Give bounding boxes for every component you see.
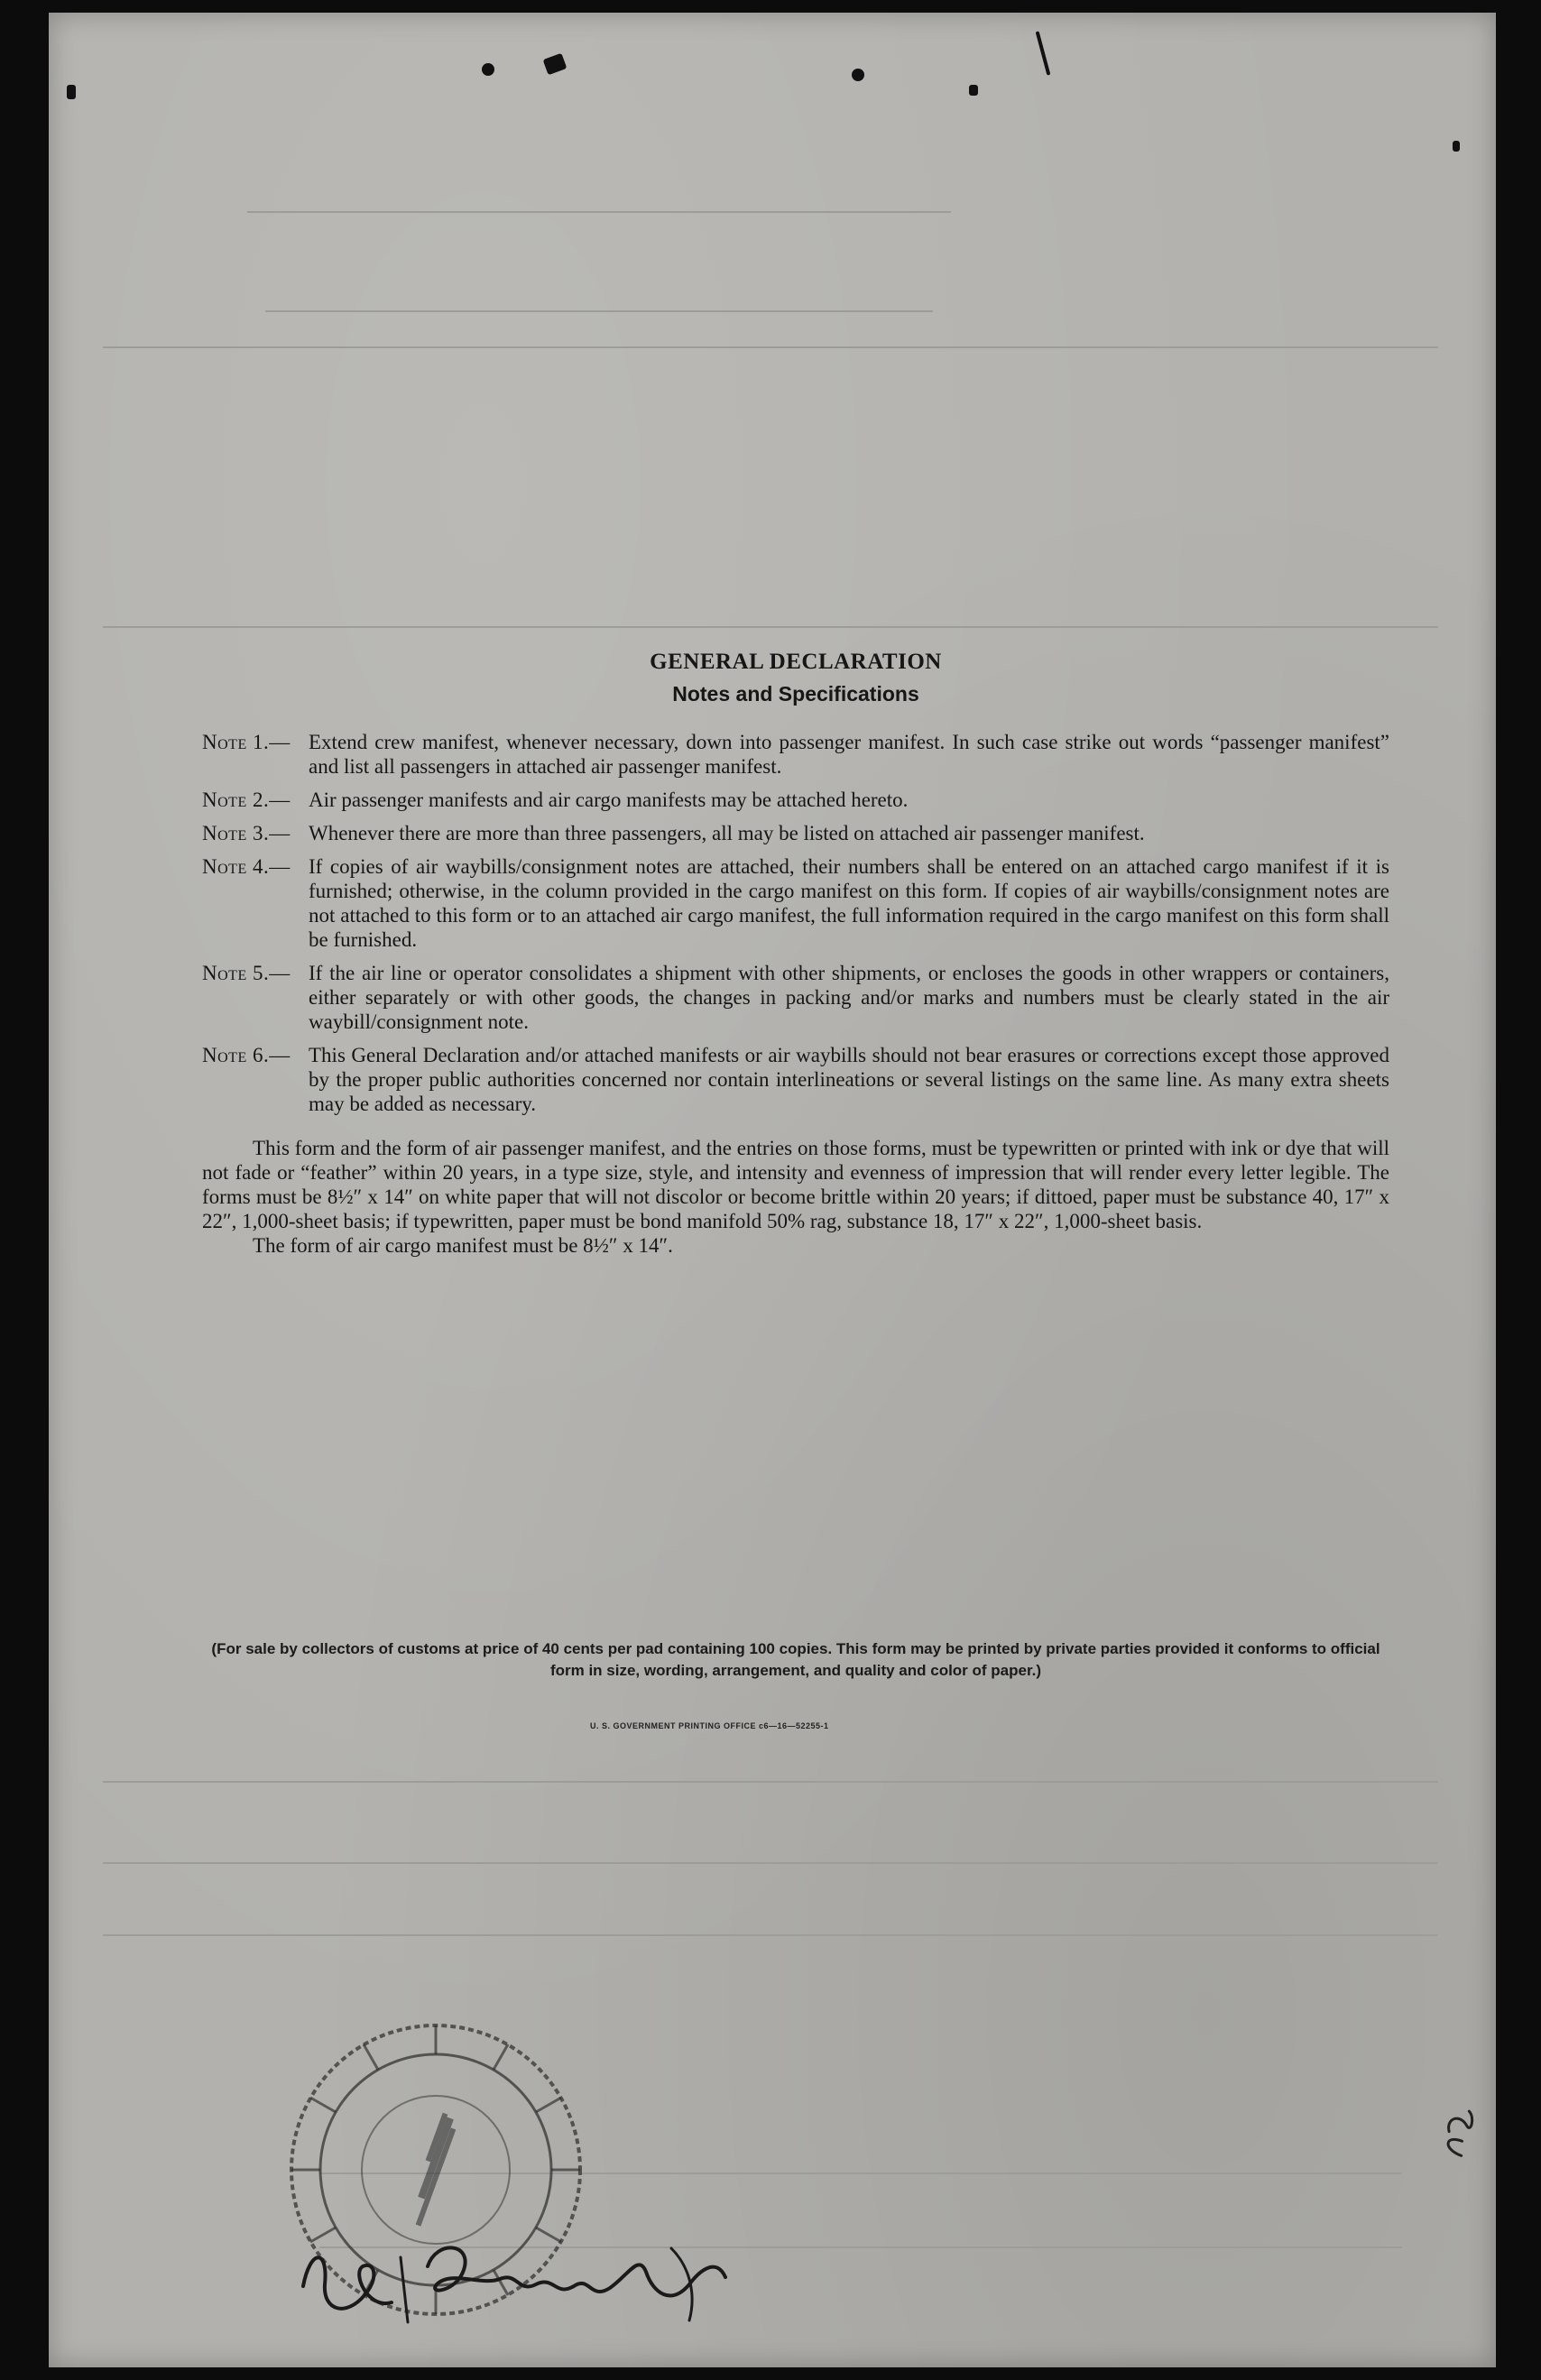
- sale-notice: (For sale by collectors of customs at price of 40 cents per pad containing 100 copies. This form may be printed by private parties provided it conforms to official form in size, wording, arrangement, and quality and color of paper.): [211, 1640, 1380, 1679]
- note-text: Extend crew manifest, whenever necessary, down into passenger manifest. In such case strike out words “passenger manifest” and list all passengers in attached air passenger manifest.: [309, 731, 1389, 778]
- bleed-through-line: [103, 626, 1438, 628]
- punch-mark: [969, 85, 978, 96]
- note-text: If copies of air waybills/consignment notes are attached, their numbers shall be entered on an attached cargo manifest if it is furnished; otherwise, in the column provided in the cargo manifest on this form. If copies of air waybills/consignment notes are not attached to this form or to an attached air cargo manifest, the full information required in the cargo manifest on this form shall be furnished.: [309, 855, 1389, 951]
- cargo-manifest-size: The form of air cargo manifest must be 8½″ x 14″.: [253, 1234, 673, 1257]
- note-4: [202, 854, 1389, 952]
- general-declaration: [202, 650, 1389, 1258]
- note-label: Note 4.—: [202, 855, 291, 878]
- bleed-through-line: [103, 346, 1438, 348]
- punch-mark: [543, 53, 567, 75]
- bleed-through-line: [103, 1781, 1438, 1783]
- specification-paragraph: This form and the form of air passenger manifest, and the entries on those forms, must be typewritten or printed with ink or dye that will not fade or “feather” within 20 years, in a type size, style, and intensity and evenness of impression that will render every letter legible. The forms must be 8½″ x 14″ on white paper that will not discolor or become brittle within 20 years; if dittoed, paper must be substance 40, 17″ x 22″, 1,000-sheet basis; if typewritten, paper must be bond manifold 50% rag, substance 18, 17″ x 22″, 1,000-sheet basis.: [202, 1137, 1389, 1232]
- bleed-through-line: [103, 1862, 1438, 1864]
- bleed-through-line: [103, 1934, 1438, 1936]
- punch-mark: [852, 69, 864, 81]
- note-label: Note 6.—: [202, 1044, 291, 1066]
- note-2: [202, 788, 1389, 812]
- bleed-through-line: [265, 310, 933, 312]
- bleed-through-line: [247, 211, 951, 213]
- signature-icon: [292, 2230, 761, 2329]
- note-label: Note 1.—: [202, 731, 291, 753]
- note-1: [202, 730, 1389, 779]
- note-label: Note 2.—: [202, 789, 291, 811]
- note-text: Whenever there are more than three passengers, all may be listed on attached air passenger manifest.: [309, 822, 1145, 844]
- note-6: [202, 1043, 1389, 1116]
- note-text: This General Declaration and/or attached manifests or air waybills should not bear erasures or corrections except those approved by the proper public authorities concerned nor contain interlineations or several listings on the same line. As many extra sheets may be added as necessary.: [309, 1044, 1389, 1115]
- punch-mark: [1453, 141, 1460, 152]
- declaration-title: GENERAL DECLARATION: [650, 650, 942, 674]
- printer-imprint: U. S. GOVERNMENT PRINTING OFFICE c6—16—52255-1: [590, 1721, 829, 1730]
- document-page: [49, 13, 1496, 2367]
- note-label: Note 5.—: [202, 962, 291, 984]
- punch-mark: [1036, 31, 1051, 75]
- note-text: Air passenger manifests and air cargo manifests may be attached hereto.: [309, 789, 909, 811]
- declaration-subtitle: Notes and Specifications: [672, 682, 919, 706]
- note-5: [202, 961, 1389, 1034]
- margin-mark-icon: [1434, 2103, 1479, 2163]
- note-3: [202, 821, 1389, 845]
- punch-mark: [67, 85, 76, 99]
- note-label: Note 3.—: [202, 822, 291, 844]
- note-text: If the air line or operator consolidates a shipment with other shipments, or encloses the goods in other wrappers or containers, either separately or with other goods, the changes in packing and/or marks and numbers must be clearly stated in the air waybill/consignment note.: [309, 962, 1389, 1033]
- punch-mark: [482, 63, 494, 76]
